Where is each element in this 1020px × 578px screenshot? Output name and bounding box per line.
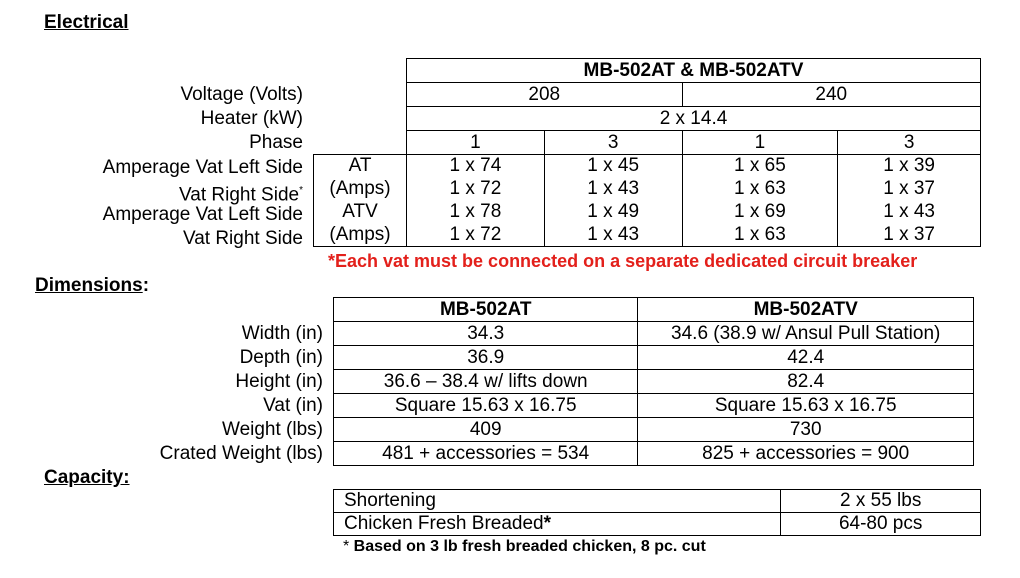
voltage-240: 240 xyxy=(682,83,980,107)
amp-cell: 1 x 49 xyxy=(544,201,682,224)
dim-cell: Square 15.63 x 16.75 xyxy=(638,394,974,418)
dim-height-label: Height (in) xyxy=(235,371,323,392)
capacity-note: * Based on 3 lb fresh breaded chicken, 8 pc. cut xyxy=(343,538,706,555)
unit-at: AT xyxy=(314,155,407,178)
capacity-table xyxy=(333,489,981,536)
electrical-note: *Each vat must be connected on a separate dedicated circuit breaker xyxy=(328,251,918,271)
dim-cell: 825 + accessories = 900 xyxy=(638,442,974,466)
dim-cell: 409 xyxy=(334,418,638,442)
amp-cell: 1 x 43 xyxy=(838,201,981,224)
phase-label: Phase xyxy=(249,132,303,153)
dim-cell: 42.4 xyxy=(638,346,974,370)
phase-cell: 1 xyxy=(682,131,838,155)
amperage-at-right-label: Vat Right Side* xyxy=(179,184,303,206)
dim-width-label: Width (in) xyxy=(241,323,323,344)
amp-cell: 1 x 37 xyxy=(838,178,981,201)
dim-cell: 82.4 xyxy=(638,370,974,394)
amp-cell: 1 x 63 xyxy=(682,178,838,201)
amp-cell: 1 x 43 xyxy=(544,224,682,247)
unit-atv: ATV xyxy=(314,201,407,224)
dim-weight-label: Weight (lbs) xyxy=(221,419,323,440)
amp-cell: 1 x 39 xyxy=(838,155,981,178)
amperage-unit-column xyxy=(313,154,407,247)
dim-cell: 34.3 xyxy=(334,322,638,346)
dim-cell: 36.9 xyxy=(334,346,638,370)
amp-cell: 1 x 72 xyxy=(407,224,545,247)
amperage-atv-left-label: Amperage Vat Left Side xyxy=(102,204,303,225)
amp-cell: 1 x 37 xyxy=(838,224,981,247)
dim-model-header: MB-502ATV xyxy=(638,298,974,322)
electrical-heading: Electrical xyxy=(44,12,129,33)
amp-cell: 1 x 45 xyxy=(544,155,682,178)
capacity-value: 64-80 pcs xyxy=(781,513,981,536)
amperage-atv-right-label: Vat Right Side xyxy=(182,228,303,249)
dim-model-header: MB-502AT xyxy=(334,298,638,322)
capacity-label: Shortening xyxy=(334,490,781,513)
unit-amps: (Amps) xyxy=(314,224,407,247)
dim-cell: 730 xyxy=(638,418,974,442)
dim-depth-label: Depth (in) xyxy=(239,347,323,368)
phase-cell: 1 xyxy=(407,131,545,155)
voltage-208: 208 xyxy=(407,83,683,107)
amp-cell: 1 x 78 xyxy=(407,201,545,224)
heater-value: 2 x 14.4 xyxy=(407,107,981,131)
amp-cell: 1 x 72 xyxy=(407,178,545,201)
amp-cell: 1 x 65 xyxy=(682,155,838,178)
heater-label: Heater (kW) xyxy=(200,108,303,129)
capacity-heading: Capacity: xyxy=(44,467,130,488)
amperage-at-left-label: Amperage Vat Left Side xyxy=(102,157,303,178)
electrical-model-header: MB-502AT & MB-502ATV xyxy=(407,59,981,83)
phase-cell: 3 xyxy=(544,131,682,155)
dim-crated-weight-label: Crated Weight (lbs) xyxy=(159,443,323,464)
phase-cell: 3 xyxy=(838,131,981,155)
dim-cell: 481 + accessories = 534 xyxy=(334,442,638,466)
dimensions-heading: Dimensions: xyxy=(35,275,150,296)
voltage-label: Voltage (Volts) xyxy=(180,84,303,105)
dimensions-table xyxy=(333,297,974,466)
capacity-label: Chicken Fresh Breaded* xyxy=(334,513,781,536)
amp-cell: 1 x 74 xyxy=(407,155,545,178)
amp-cell: 1 x 43 xyxy=(544,178,682,201)
amp-cell: 1 x 69 xyxy=(682,201,838,224)
capacity-value: 2 x 55 lbs xyxy=(781,490,981,513)
amp-cell: 1 x 63 xyxy=(682,224,838,247)
unit-amps: (Amps) xyxy=(314,178,407,201)
dim-cell: 34.6 (38.9 w/ Ansul Pull Station) xyxy=(638,322,974,346)
dim-vat-label: Vat (in) xyxy=(263,395,323,416)
dim-cell: Square 15.63 x 16.75 xyxy=(334,394,638,418)
dim-cell: 36.6 – 38.4 w/ lifts down xyxy=(334,370,638,394)
electrical-table xyxy=(406,58,981,247)
